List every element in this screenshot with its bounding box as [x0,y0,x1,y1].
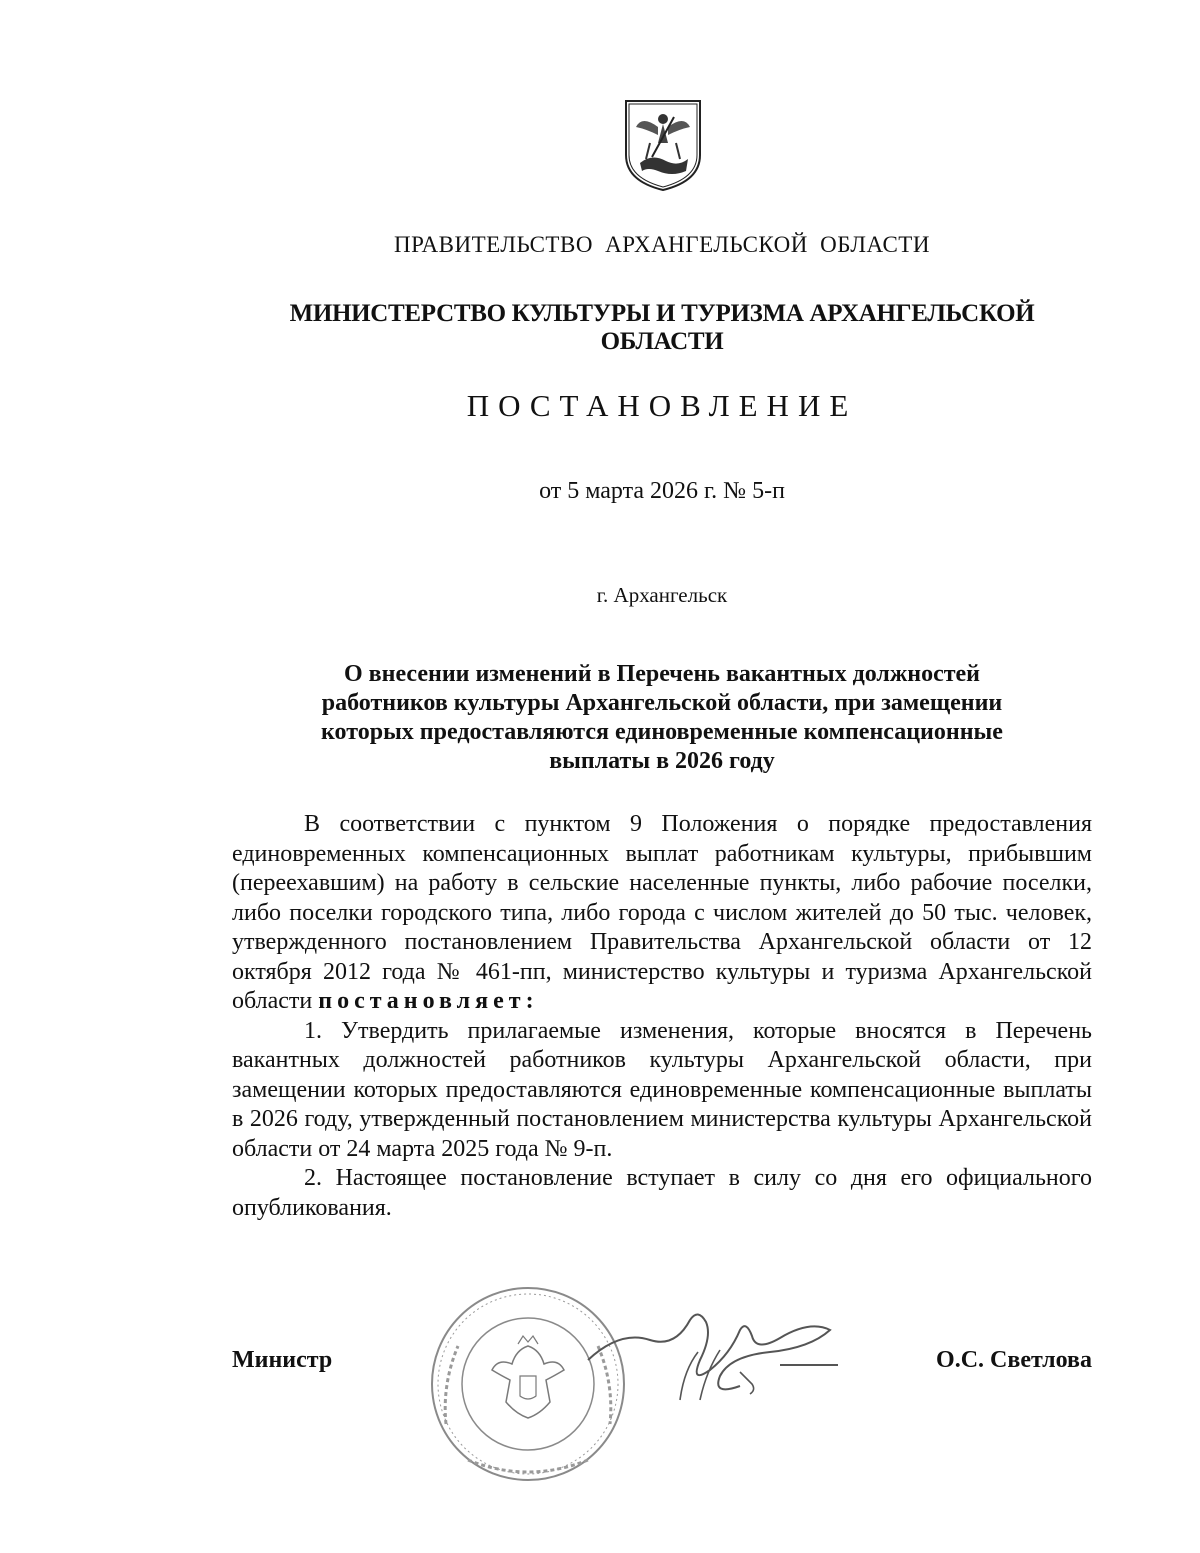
preamble-text: В соответствии с пунктом 9 Положения о порядке предоставления единовременных компенсационных выплат работникам культуры, прибывшим (переехавшим) на работу в сельские населенные пункты, либо рабочие поселки, либо поселки городского типа, либо города с числом жителей до 50 тыс. человек, утвержденного постановлением Правительства Архангельской области от 12 октября 2012 года № 461-пп, министерство культуры и туризма Архангельской области [232,811,1092,1014]
preamble-paragraph [232,810,1092,1017]
document-subject [232,660,1092,776]
ministry-heading: МИНИСТЕРСТВО КУЛЬТУРЫ И ТУРИЗМА АРХАНГЕЛЬСКОЙ ОБЛАСТИ [289,300,1035,355]
government-heading: ПРАВИТЕЛЬСТВО АРХАНГЕЛЬСКОЙ ОБЛАСТИ [394,232,930,257]
document-type-title: ПОСТАНОВЛЕНИЕ [466,388,858,423]
signer-name: О.С. Светлова [936,1347,1092,1373]
document-body [232,810,1092,1223]
subject-line: О внесении изменений в Перечень вакантных должностей [343,661,981,687]
subject-line: выплаты в 2026 году [549,748,775,774]
decree-word: постановляет: [318,988,539,1014]
coat-of-arms-icon [622,97,704,193]
signer-position: Министр [232,1347,333,1373]
item-1-paragraph: 1. Утвердить прилагаемые изменения, которые вносятся в Перечень вакантных должностей работников культуры Архангельской области, при замещении которых предоставляются единовременные компенсационные выплаты в 2026 году, утвержденный постановлением министерства культуры Архангельской области от 24 марта 2025 года № 9-п. [232,1017,1092,1162]
subject-line: работников культуры Архангельской области, при замещении [321,690,1003,716]
subject-line: которых предоставляются единовременные компенсационные [321,719,1003,745]
city: г. Архангельск [596,583,728,607]
handwritten-signature [580,1300,860,1415]
item-2-paragraph: 2. Настоящее постановление вступает в силу со дня его официального опубликования. [232,1165,1092,1221]
date-number: от 5 марта 2026 г. № 5-п [539,478,785,504]
